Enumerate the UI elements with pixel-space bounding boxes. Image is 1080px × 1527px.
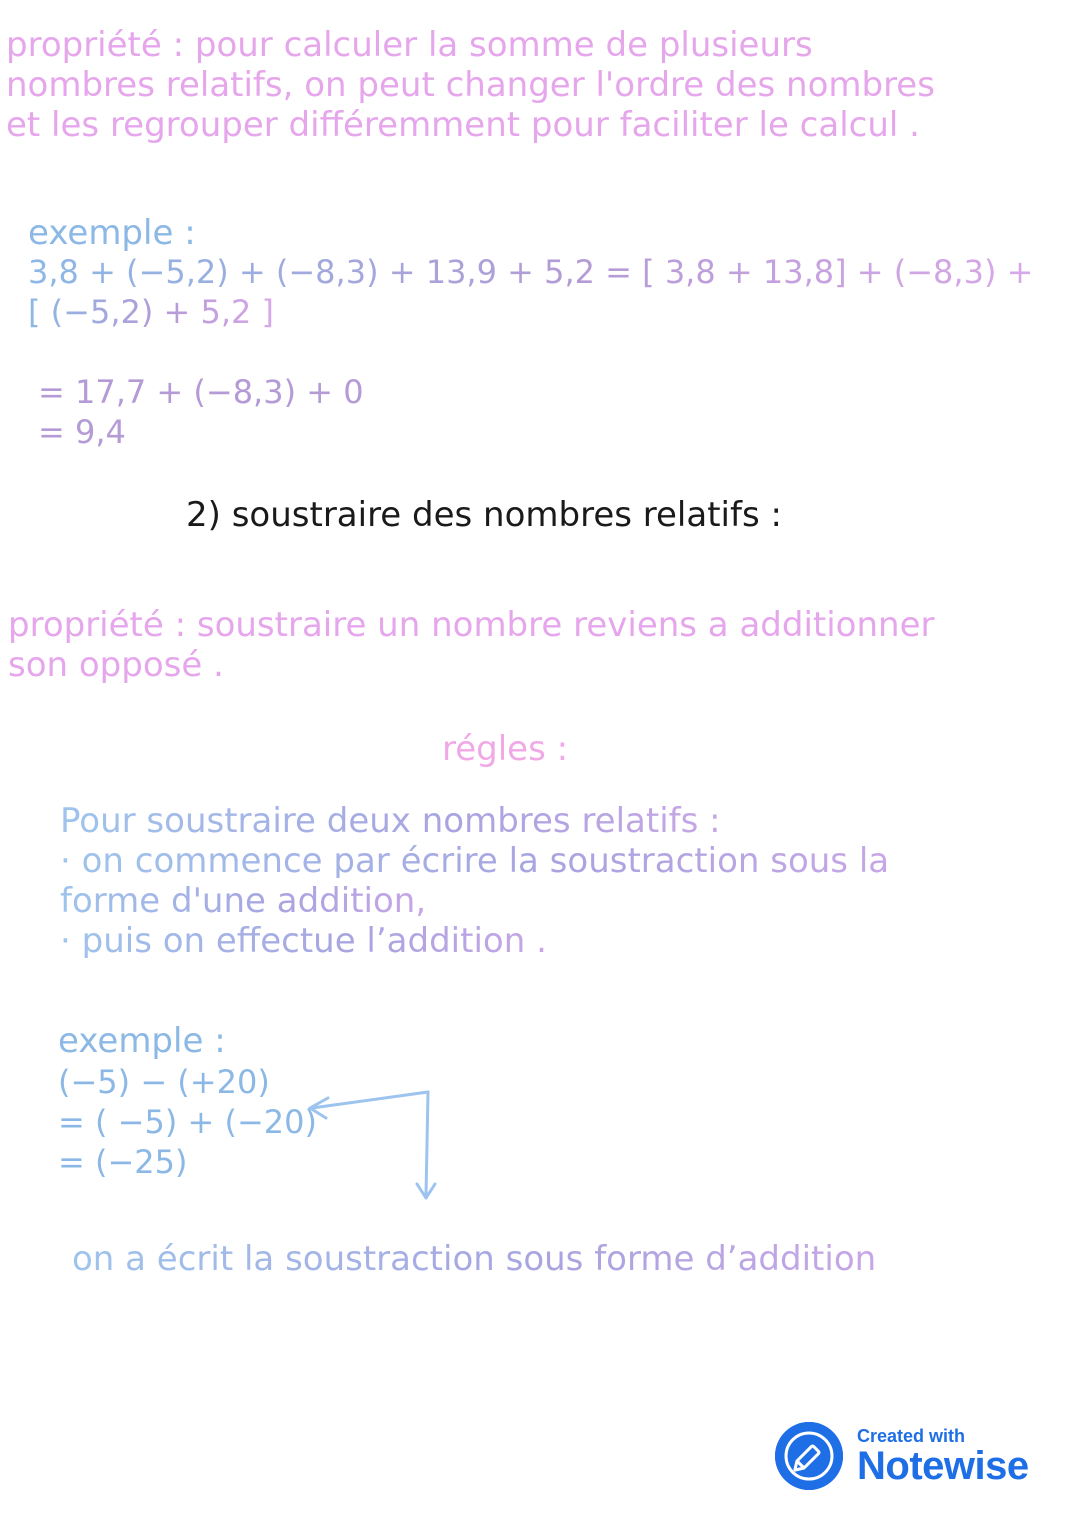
property-sum-line-2: nombres relatifs, on peut changer l'ordre des nombres: [6, 65, 935, 105]
pencil-icon: [775, 1422, 843, 1490]
rules-line-1: Pour soustraire deux nombres relatifs :: [60, 801, 721, 841]
rules-line-4: · puis on effectue l’addition .: [60, 921, 547, 961]
property-sum-line-1: propriété : pour calculer la somme de plusieurs: [6, 25, 813, 65]
example-note: on a écrit la soustraction sous forme d’addition: [72, 1239, 877, 1279]
section-heading-subtraction: 2) soustraire des nombres relatifs :: [186, 495, 782, 535]
arrow-horizontal-line: [312, 1092, 428, 1108]
rules-line-3: forme d'une addition,: [60, 881, 427, 921]
example-sum-result-2: = 9,4: [38, 413, 126, 451]
property-sub-line-1: propriété : soustraire un nombre reviens a additionner: [8, 605, 935, 645]
example-sum-line-2: [ (−5,2) + 5,2 ]: [28, 293, 275, 331]
example-sum-result-1: = 17,7 + (−8,3) + 0: [38, 373, 364, 411]
example-sum-line-1: 3,8 + (−5,2) + (−8,3) + 13,9 + 5,2 = [ 3,8 + 13,8] + (−8,3) +: [28, 253, 1034, 291]
example-sub-line-2: = ( −5) + (−20): [58, 1103, 317, 1141]
arrow-vertical-line: [426, 1092, 428, 1196]
badge-brand: Notewise: [857, 1444, 1029, 1488]
rules-line-2: · on commence par écrire la soustraction sous la: [60, 841, 890, 881]
property-sum-line-3: et les regrouper différemment pour faciliter le calcul .: [6, 105, 920, 145]
example-sum-label: exemple :: [28, 213, 196, 253]
example-sub-label: exemple :: [58, 1021, 226, 1061]
property-sub-line-2: son opposé .: [8, 645, 224, 685]
example-sub-line-1: (−5) − (+20): [58, 1063, 270, 1101]
arrow-head-down: [417, 1184, 435, 1198]
badge-created-with: Created with: [857, 1426, 966, 1446]
rules-title: régles :: [442, 729, 569, 769]
notewise-badge: [775, 1420, 1055, 1492]
example-sub-line-3: = (−25): [58, 1143, 188, 1181]
